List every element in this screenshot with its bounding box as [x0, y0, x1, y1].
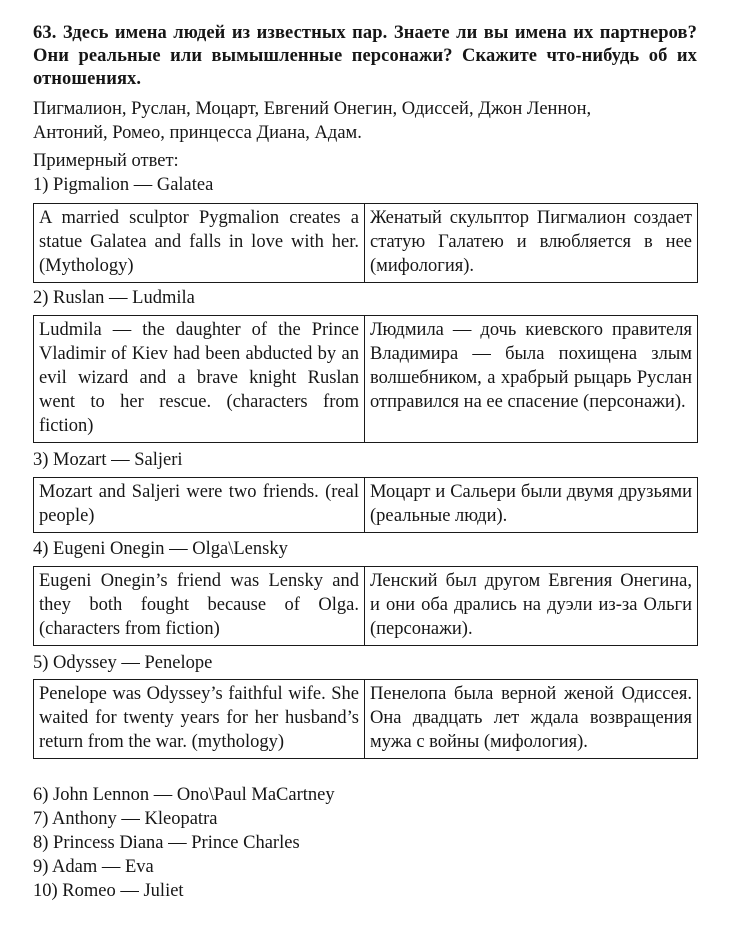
pair-heading: 5) Odyssey — Penelope	[33, 653, 213, 673]
task-title: 63. Здесь имена людей из известных пар. Знаете ли вы имена их партнеров? Они реальные или вымышленные персонажи? Скажите что-нибудь об их отношениях.	[33, 23, 697, 89]
names-line-1: Пигмалион, Руслан, Моцарт, Евгений Онегин, Одиссей, Джон Леннон,	[33, 99, 592, 119]
list-item: 8) Princess Diana — Prince Charles	[33, 833, 300, 853]
english-cell: A married sculptor Pygmalion creates a statue Galatea and falls in love with her. (Mythology)	[34, 204, 365, 283]
table-row	[34, 316, 698, 443]
russian-cell: Пенелопа была верной женой Одиссея. Она двадцать лет ждала возвращения мужа с войны (мифология).	[365, 680, 698, 759]
list-item: 10) Romeo — Juliet	[33, 881, 184, 901]
russian-cell: Людмила — дочь киевского правителя Владимира — была похищена злым волшебником, а храбрый рыцарь Руслан отправился на ее спасение (персонажи).	[365, 316, 698, 443]
table-row	[34, 567, 698, 646]
list-item: 6) John Lennon — Ono\Paul MaCartney	[33, 785, 335, 805]
pair-table	[33, 315, 698, 443]
english-cell: Eugeni Onegin’s friend was Lensky and they both fought because of Olga. (characters from fiction)	[34, 567, 365, 646]
pair-heading: 3) Mozart — Saljeri	[33, 450, 183, 470]
table-row	[34, 478, 698, 533]
english-cell: Penelope was Odyssey’s faithful wife. She waited for twenty years for her husband’s return from the war. (mythology)	[34, 680, 365, 759]
russian-cell: Женатый скульптор Пигмалион создает статую Галатею и влюбляется в нее (мифология).	[365, 204, 698, 283]
table-row	[34, 680, 698, 759]
table-row	[34, 204, 698, 283]
list-item: 9) Adam — Eva	[33, 857, 154, 877]
answer-label: Примерный ответ:	[33, 151, 179, 171]
names-line-2: Антоний, Ромео, принцесса Диана, Адам.	[33, 123, 362, 143]
pair-table	[33, 203, 698, 283]
russian-cell: Ленский был другом Евгения Онегина, и они оба дрались на дуэли из-за Ольги (персонажи).	[365, 567, 698, 646]
pair-heading: 1) Pigmalion — Galatea	[33, 175, 214, 195]
pair-table	[33, 679, 698, 759]
names-list	[33, 97, 697, 145]
pair-heading: 2) Ruslan — Ludmila	[33, 288, 195, 308]
russian-cell: Моцарт и Сальери были двумя друзьями (реальные люди).	[365, 478, 698, 533]
english-cell: Mozart and Saljeri were two friends. (real people)	[34, 478, 365, 533]
english-cell: Ludmila — the daughter of the Prince Vladimir of Kiev had been abducted by an evil wizard and a brave knight Ruslan went to her rescue. (characters from fiction)	[34, 316, 365, 443]
pair-table	[33, 566, 698, 646]
list-item: 7) Anthony — Kleopatra	[33, 809, 218, 829]
pair-table	[33, 477, 698, 533]
pair-heading: 4) Eugeni Onegin — Olga\Lensky	[33, 539, 288, 559]
